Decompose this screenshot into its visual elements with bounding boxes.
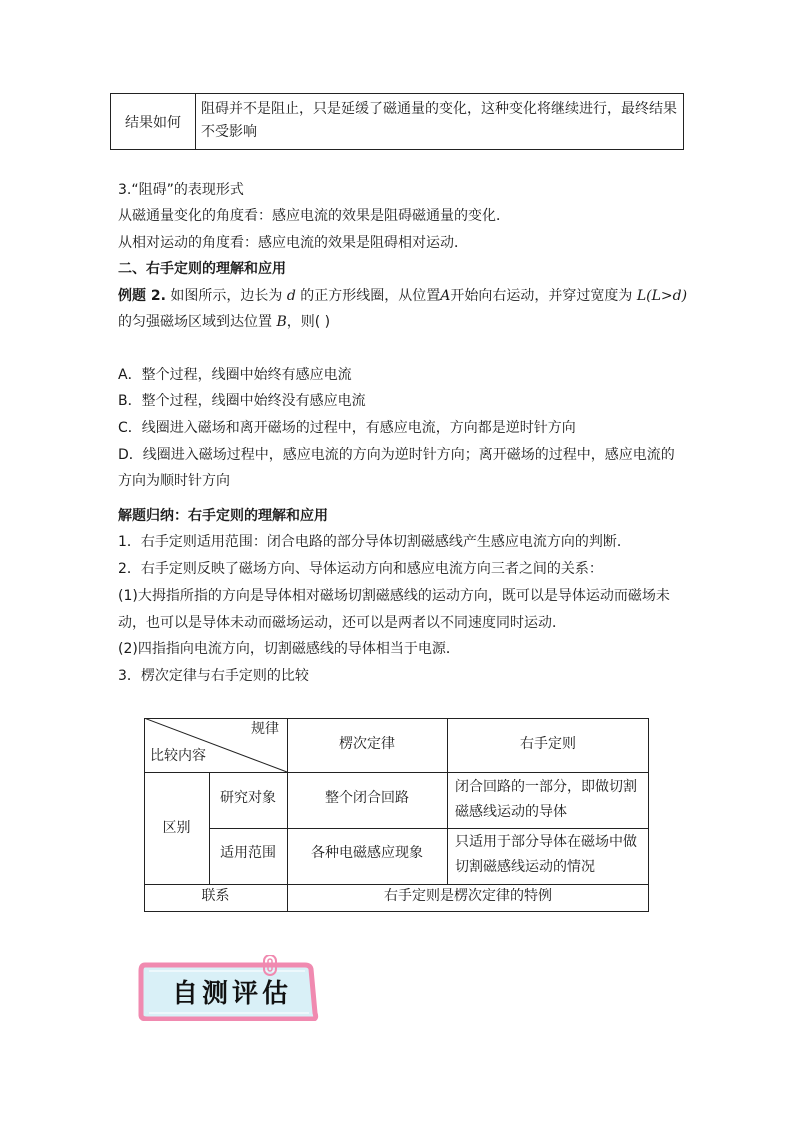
summary-line-4: 动，也可以是导体未动而磁场运动，还可以是两者以不同速度同时运动． [118,615,566,631]
part2-heading: 二、右手定则的理解和应用 [118,261,286,277]
option-b: B．整个过程，线圈中始终没有感应电流 [118,393,366,409]
example-question-line2 [118,313,330,331]
banner-title: 自测评估 [171,979,292,1009]
example-label: 例题 2. [118,288,166,304]
section3-line2: 从相对运动的角度看：感应电流的效果是阻碍相对运动． [118,235,468,251]
option-d: D．线圈进入磁场过程中，感应电流的方向为逆时针方向；离开磁场的过程中，感应电流的 [118,447,675,463]
col-header-lenz: 楞次定律 [339,736,395,752]
example-text-4: 的匀强磁场区域到达位置 [118,314,272,330]
example-text-2: 的正方形线圈，从位置 [300,288,441,304]
example-var-A: A [440,288,451,304]
section3-title: 3.“阻碍”的表现形式 [118,182,244,198]
option-a: A．整个过程，线圈中始终有感应电流 [118,367,352,383]
example-var-d: d [286,288,296,304]
option-d-cont: 方向为顺时针方向 [118,473,230,489]
summary-line-2: 2．右手定则反映了磁场方向、导体运动方向和感应电流方向三者之间的关系： [118,561,603,577]
row2-right-hand: 只适用于部分导体在磁场中做切割磁感线运动的情况 [455,834,637,875]
row1-lenz: 整个闭合回路 [325,790,409,806]
example-var-B: B [276,314,287,330]
example-text-1: 如图所示，边长为 [170,288,283,304]
example-text-5: ，则( ) [286,314,331,330]
row2-label: 适用范围 [220,845,276,861]
result-text: 阻碍并不是阻止，只是延缓了磁通量的变化，这种变化将继续进行，最终结果不受影响 [201,101,677,140]
link-label: 联系 [201,888,230,904]
example-question [118,287,687,305]
summary-heading: 解题归纳：右手定则的理解和应用 [118,508,328,524]
row1-label: 研究对象 [220,790,276,806]
link-text: 右手定则是楞次定律的特例 [384,888,552,904]
result-label: 结果如何 [111,94,196,149]
comparison-table [144,718,649,912]
row1-right-hand: 闭合回路的一部分，即做切割磁感线运动的导体 [455,779,637,820]
self-assessment-banner [137,955,321,1021]
summary-line-5: (2)四指指向电流方向，切割磁感线的导体相当于电源． [118,641,460,657]
example-var-L: L(L>d) [636,288,688,304]
section3-line1: 从磁通量变化的角度看：感应电流的效果是阻碍磁通量的变化． [118,208,510,224]
row2-lenz: 各种电磁感应现象 [311,845,423,861]
option-c: C．线圈进入磁场和离开磁场的过程中，有感应电流，方向都是逆时针方向 [118,420,576,436]
corner-top-label: 规律 [251,721,279,737]
group-label-difference: 区别 [162,820,191,836]
col-header-right-hand: 右手定则 [520,736,576,752]
summary-line-6: 3．楞次定律与右手定则的比较 [118,668,309,684]
summary-line-3: (1)大拇指所指的方向是导体相对磁场切割磁感线的运动方向，既可以是导体运动而磁场未 [118,588,670,604]
summary-line-1: 1．右手定则适用范围：闭合电路的部分导体切割磁感线产生感应电流方向的判断． [118,534,631,550]
corner-bottom-label: 比较内容 [150,748,206,764]
example-text-3: 开始向右运动，并穿过宽度为 [450,288,633,304]
result-table [110,93,684,150]
